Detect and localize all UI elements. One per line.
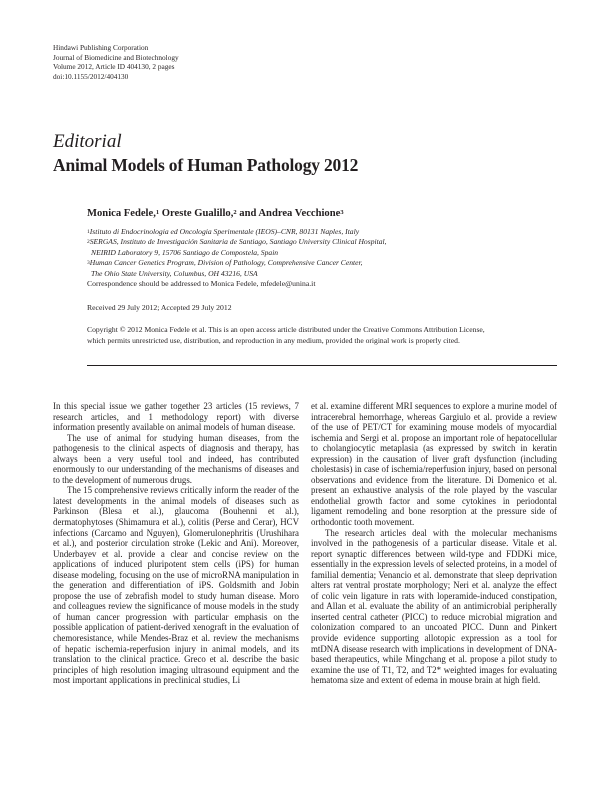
affiliation-line: NEIRID Laboratory 9, 15706 Santiago de Compostela, Spain: [91, 247, 279, 257]
publisher-name: Hindawi Publishing Corporation: [53, 43, 149, 52]
article-title: Animal Models of Human Pathology 2012: [53, 155, 359, 175]
body-paragraph: The 15 comprehensive reviews critically inform the reader of the latest developments in the animal models of diseases such as Parkinson (Blesa et al.), glaucoma (Bouhenni et al.), dermatophytoses (Shimamura et al.), colitis (Perse and Cerar), HCV infections (Carcamo and Nguyen), Glomerulonephritis (Urushihara et al.), and posterior circulation stroke (Lekic and Ani). Moreover, Underbayev et al. provide a clear and concise review on the applications of induced pluripotent stem cells (iPS) for human disease modeling, focusing on the use of microRNA manipulation in the generation and differentiation of iPS. Goldsmith and Jobin propose the use of zebrafish model to study human disease. Moro and colleagues review the significance of mouse models in the study of human cancer progression with particular emphasis on the possible application of patient-derived xenograft in the evaluation of chemoresistance, while Mendes-Braz et al. review the mechanisms of hepatic ischemia-reperfusion injury in animal models, and its translation to the clinical practice. Greco et al. describe the basic principles of high resolution imaging ultrasound equipment and the most important applications in preclinical studies, Li: [53, 485, 299, 686]
volume-line: Volume 2012, Article ID 404130, 2 pages: [53, 62, 175, 72]
author-affiliation-mark: 2: [233, 209, 237, 216]
affiliation-line: The Ohio State University, Columbus, OH 43216, USA: [91, 268, 258, 278]
author-affiliation-mark: 3: [340, 209, 344, 216]
copyright-line: which permits unrestricted use, distribution, and reproduction in any medium, provided the original work is properly cited.: [87, 336, 460, 345]
body-paragraph: In this special issue we gather together 23 articles (15 reviews, 7 research articles, and 1 methodology report) with diverse information presently available on animal models of human disease.: [53, 401, 299, 433]
correspondence-note: Correspondence should be addressed to Monica Fedele, mfedele@unina.it: [87, 279, 316, 288]
author-name: Oreste Gualillo,: [161, 208, 234, 219]
journal-name: Journal of Biomedicine and Biotechnology: [53, 52, 179, 62]
body-paragraph: The use of animal for studying human diseases, from the pathogenesis to the clinical aspects of diagnosis and therapy, has always been a very useful tool and indeed, has contributed enormously to our understanding of the mechanisms of diseases and to the development of numerous drugs.: [53, 432, 299, 485]
affiliation-line: $^1$Istituto di Endocrinologia ed Oncologia Sperimentale (IEOS)–CNR, 80131 Naples, Italy: [87, 227, 360, 236]
author-list: [87, 207, 344, 221]
publication-info: [53, 43, 179, 81]
body-paragraph: The research articles deal with the molecular mechanisms involved in the pathogenesis of a particular disease. Vitale et al. report synaptic differences between wild-type and FDDKi mice, essentially in the expression levels of selected proteins, in a model of familial dementia; Venancio et al. demonstrate that sleep deprivation alters rat ventral prostate morphology; Neri et al. analyze the effect of colic vein ligature in rats with loperamide-induced constipation, and Allan et al. evaluate the ability of an antimicrobial peripherally inserted central catheter (PICC) to reduce microbial migration and colonization compared to an uncoated PICC. Dunn and Pinkert provide evidence supporting allotopic expression as a tool for mtDNA disease research with implications in development of DNA-based therapeutics, while Mingchang et al. propose a pilot study to examine the use of T1, T2, and T2* weighted images for evaluating hematoma size and extent of edema in mouse brain at high field.: [311, 527, 557, 686]
copyright-line: Copyright © 2012 Monica Fedele et al. This is an open access article distributed under the Creative Commons Attribution License,: [87, 325, 485, 334]
author-name: Monica Fedele,: [87, 208, 156, 219]
body-column-left: [53, 401, 299, 686]
doi-link[interactable]: doi:10.1155/2012/404130: [53, 71, 129, 81]
author-affiliation-mark: 1: [155, 209, 160, 216]
author-name: and Andrea Vecchione: [239, 208, 341, 219]
received-accepted-dates: Received 29 July 2012; Accepted 29 July 2012: [87, 303, 232, 312]
affiliation-line: $^3$Human Cancer Genetics Program, Division of Pathology, Comprehensive Cancer Center,: [87, 258, 363, 268]
affiliation-line: $^2$SERGAS, Instituto de Investigación Sanitaria de Santiago, Santiago University Clinical Hospital,: [87, 237, 387, 247]
header-divider: [87, 365, 557, 366]
section-label: Editorial: [53, 131, 122, 152]
copyright-notice: [87, 324, 557, 346]
body-paragraph: et al. examine different MRI sequences to explore a murine model of intracerebral hemorrhage, whereas Gargiulo et al. provide a review of the use of PET/CT for examining mouse models of myocardial ischemia and Sergi et al. propose an important role of hepatocellular to cholangiocytic metaplasia (as expressed by switch in keratin expression) in the causation of liver graft dysfunction (including cholestasis) in case of ischemia/reperfusion injury, based on personal observations and evidence from the literature. Di Domenico et al. present an exhaustive analysis of the role played by the vascular endothelial growth factor and some cytokines in periodontal ligament remodeling and bone resorption at the pressure side of orthodontic tooth movement.: [311, 401, 557, 528]
affiliation-list: [87, 227, 387, 279]
body-column-right: [311, 401, 557, 686]
